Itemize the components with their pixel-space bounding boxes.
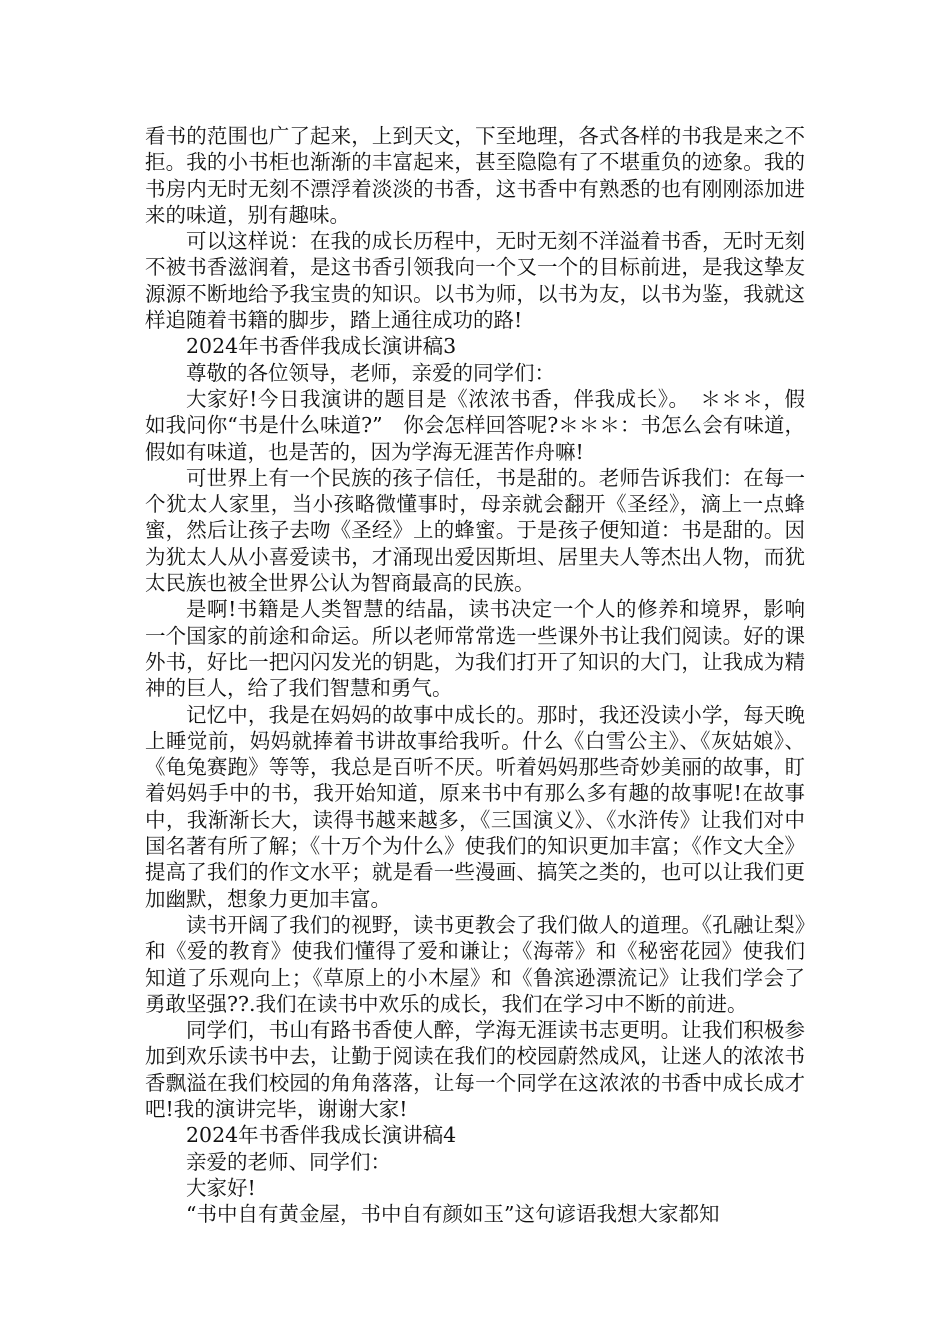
paragraph: 是啊!书籍是人类智慧的结晶，读书决定一个人的修养和境界，影响一个国家的前途和命运。所以老师常常选一些课外书让我们阅读。好的课外书，好比一把闪闪发光的钥匙，为我们打开了知识的大门，让我成为精神的巨人，给了我们智慧和勇气。 [145,597,805,701]
paragraph: 记忆中，我是在妈妈的故事中成长的。那时，我还没读小学，每天晚上睡觉前，妈妈就捧着书讲故事给我听。什么《白雪公主》、《灰姑娘》、《龟兔赛跑》等等，我总是百听不厌。听着妈妈那些奇妙美丽的故事，盯着妈妈手中的书，我开始知道，原来书中有那么多有趣的故事呢!在故事中，我渐渐长大，读得书越来越多，《三国演义》、《水浒传》让我们对中国名著有所了解；《十万个为什么》使我们的知识更加丰富；《作文大全》提高了我们的作文水平；就是看一些漫画、搞笑之类的，也可以让我们更加幽默，想象力更加丰富。 [145,702,805,911]
paragraph: 看书的范围也广了起来，上到天文，下至地理，各式各样的书我是来之不拒。我的小书柜也渐渐的丰富起来，甚至隐隐有了不堪重负的迹象。我的书房内无时无刻不漂浮着淡淡的书香，这书香中有熟悉的也有刚刚添加进来的味道，别有趣味。 [145,124,805,227]
paragraph: 同学们，书山有路书香使人醉，学海无涯读书志更明。让我们积极参加到欢乐读书中去，让勤于阅读在我们的校园蔚然成风，让迷人的浓浓书香飘溢在我们校园的角角落落，让每一个同学在这浓浓的书香中成长成才吧!我的演讲完毕，谢谢大家! [145,1018,805,1121]
paragraph: 可世界上有一个民族的孩子信任，书是甜的。老师告诉我们：在每一个犹太人家里，当小孩略微懂事时，母亲就会翻开《圣经》，滴上一点蜂蜜，然后让孩子去吻《圣经》上的蜂蜜。于是孩子便知道：书是甜的。因为犹太人从小喜爱读书，才涌现出爱因斯坦、居里夫人等杰出人物，而犹太民族也被全世界公认为智商最高的民族。 [145,465,805,596]
paragraph: 读书开阔了我们的视野，读书更教会了我们做人的道理。《孔融让梨》和《爱的教育》使我们懂得了爱和谦让；《海蒂》和《秘密花园》使我们知道了乐观向上；《草原上的小木屋》和《鲁滨逊漂流记》让我们学会了勇敢坚强??.我们在读书中欢乐的成长，我们在学习中不断的前进。 [145,912,805,1016]
salutation: 亲爱的老师、同学们： [186,1149,391,1174]
document-page [145,123,805,1227]
section-heading: 2024年书香伴我成长演讲稿3 [186,334,457,359]
salutation: 尊敬的各位领导，老师，亲爱的同学们： [186,360,555,385]
greeting: 大家好! [186,1175,256,1200]
paragraph: 可以这样说：在我的成长历程中，无时无刻不洋溢着书香，无时无刻不被书香滋润着，是这书香引领我向一个又一个的目标前进，是我这挚友源源不断地给予我宝贵的知识。以书为师，以书为友，以书为鉴，我就这样追随着书籍的脚步，踏上通往成功的路! [145,229,805,333]
section-heading: 2024年书香伴我成长演讲稿4 [186,1123,457,1148]
paragraph: “书中自有黄金屋，书中自有颜如玉”这句谚语我想大家都知 [186,1202,720,1227]
paragraph: 大家好!今日我演讲的题目是《浓浓书香，伴我成长》。 ＊＊＊，假如我问你“书是什么味道?” 你会怎样回答呢?＊＊＊：书怎么会有味道，假如有味道，也是苦的，因为学海无涯苦作舟嘛! [145,386,805,464]
